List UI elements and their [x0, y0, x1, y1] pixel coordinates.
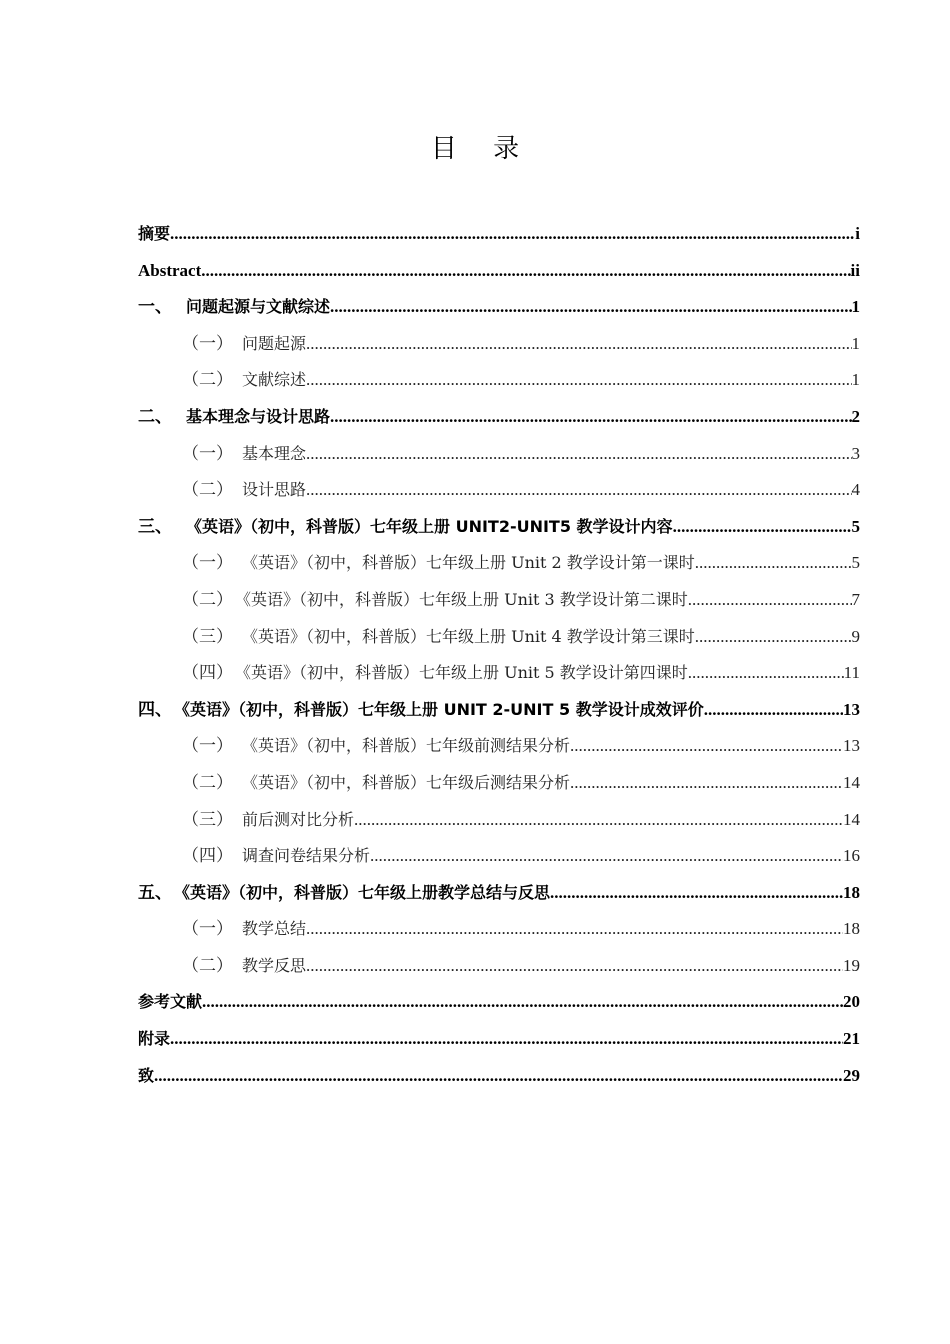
toc-leader-dots	[170, 1021, 843, 1058]
toc-entry-section-3-3[interactable]	[138, 619, 860, 656]
toc-leader-dots	[154, 1058, 843, 1095]
toc-entry-abstract-cn[interactable]	[138, 216, 860, 253]
toc-entry-section-4-4[interactable]	[138, 838, 860, 875]
toc-page-number: 3	[851, 443, 860, 463]
toc-page-number: 29	[843, 1065, 860, 1085]
toc-entry-text: 参考文献	[138, 992, 203, 1012]
toc-leader-dots	[330, 399, 851, 436]
toc-page-number: 11	[843, 663, 860, 683]
toc-leader-dots	[306, 948, 843, 985]
toc-entry-appendix[interactable]	[138, 1021, 860, 1058]
toc-leader-dots	[570, 765, 843, 802]
toc-entry-text: 摘要	[138, 224, 171, 243]
toc-entry-number: （三）	[182, 626, 233, 646]
toc-entry-section-4-1[interactable]	[138, 728, 860, 765]
page-title: 目 录	[430, 134, 534, 164]
toc-entry-number: （一）	[182, 333, 233, 353]
toc-entry-number: 五、	[138, 882, 172, 902]
toc-entry-chapter-5[interactable]	[138, 875, 860, 912]
toc-page-number: 21	[843, 1029, 860, 1049]
toc-entry-number: （二）	[182, 370, 233, 390]
toc-entry-text: 《英语》（初中，科普版）七年级上册 UNIT2-UNIT5 教学设计内容	[186, 516, 673, 536]
toc-page-number: ii	[850, 260, 860, 280]
toc-page-number: i	[855, 224, 860, 243]
toc-leader-dots	[570, 728, 843, 765]
toc-entry-chapter-1[interactable]	[138, 289, 860, 326]
toc-page-number: 19	[843, 955, 860, 975]
toc-entry-text: 《英语》（初中，科普版）七年级上册 Unit 2 教学设计第一课时	[242, 553, 695, 573]
toc-entry-text: 文献综述	[242, 370, 307, 390]
toc-entry-text: 《英语》（初中，科普版）七年级上册 Unit 3 教学设计第二课时	[235, 589, 688, 609]
toc-entry-section-2-1[interactable]	[138, 436, 860, 473]
toc-page-number: 13	[843, 699, 860, 719]
toc-entry-text: 附录	[138, 1029, 171, 1049]
toc-leader-dots	[202, 984, 843, 1021]
toc-page-number: 5	[851, 516, 860, 536]
toc-leader-dots	[688, 582, 852, 619]
toc-leader-dots	[306, 326, 851, 363]
toc-page-number: 14	[843, 809, 860, 829]
toc-page-number: 1	[851, 297, 860, 317]
toc-entry-text: 致	[138, 1065, 155, 1085]
toc-entry-number: （二）	[182, 589, 233, 609]
toc-entry-text: 调查问卷结果分析	[242, 846, 371, 866]
toc-entry-number: （一）	[182, 919, 233, 939]
toc-page-number: 13	[843, 736, 860, 756]
toc-leader-dots	[201, 253, 850, 290]
toc-entry-text: 基本理念	[242, 443, 307, 463]
toc-leader-dots	[704, 692, 843, 729]
toc-entry-text: 教学反思	[242, 955, 307, 975]
toc-entry-number: （一）	[182, 443, 233, 463]
toc-entry-section-5-2[interactable]	[138, 948, 860, 985]
toc-page-number: 18	[843, 882, 860, 902]
toc-leader-dots	[688, 655, 844, 692]
toc-entry-text: 《英语》（初中，科普版）七年级上册教学总结与反思	[174, 882, 551, 902]
toc-entry-number: 二、	[138, 406, 172, 426]
toc-entry-acknowledgements[interactable]	[138, 1058, 860, 1095]
toc-entry-number: （四）	[182, 663, 233, 683]
toc-entry-text: 设计思路	[242, 480, 307, 500]
toc-entry-section-2-2[interactable]	[138, 472, 860, 509]
toc-entry-abstract-en[interactable]	[138, 253, 860, 290]
toc-entry-chapter-3[interactable]	[138, 509, 860, 546]
toc-entry-number: （一）	[182, 553, 233, 573]
toc-entry-number: （二）	[182, 955, 233, 975]
toc-entry-text: 问题起源	[242, 333, 307, 353]
toc-leader-dots	[306, 472, 851, 509]
toc-entry-text: 《英语》（初中，科普版）七年级上册 UNIT 2-UNIT 5 教学设计成效评价	[174, 699, 704, 719]
toc-entry-section-1-1[interactable]	[138, 326, 860, 363]
toc-entry-text: 《英语》（初中，科普版）七年级上册 Unit 4 教学设计第三课时	[242, 626, 695, 646]
toc-entry-text: 《英语》（初中，科普版）七年级上册 Unit 5 教学设计第四课时	[235, 663, 688, 683]
toc-leader-dots	[306, 362, 851, 399]
toc-page-number: 20	[843, 992, 860, 1012]
toc-entry-number: 四、	[138, 699, 172, 719]
toc-page-number: 1	[851, 333, 860, 353]
toc-entry-section-4-2[interactable]	[138, 765, 860, 802]
toc-page-number: 2	[851, 406, 860, 426]
toc-page-number: 16	[843, 846, 860, 866]
toc-entry-section-3-1[interactable]	[138, 545, 860, 582]
toc-entry-number: 一、	[138, 297, 172, 317]
toc-leader-dots	[550, 875, 843, 912]
toc-entry-number: （一）	[182, 736, 233, 756]
toc-entry-text: 《英语》（初中，科普版）七年级后测结果分析	[242, 772, 571, 792]
toc-leader-dots	[170, 216, 855, 253]
toc-entry-section-3-2[interactable]	[138, 582, 860, 619]
toc-page-number: 4	[851, 480, 860, 500]
toc-page-number: 1	[851, 370, 860, 390]
toc-entry-number: （三）	[182, 809, 233, 829]
toc-leader-dots	[695, 545, 852, 582]
toc-entry-text: 前后测对比分析	[242, 809, 355, 829]
toc-leader-dots	[306, 436, 851, 473]
toc-leader-dots	[354, 802, 843, 839]
toc-entry-chapter-2[interactable]	[138, 399, 860, 436]
toc-entry-references[interactable]	[138, 984, 860, 1021]
toc-leader-dots	[695, 619, 852, 656]
toc-page-number: 5	[851, 553, 860, 573]
toc-entry-text: 《英语》（初中，科普版）七年级前测结果分析	[242, 736, 571, 756]
table-of-contents	[138, 216, 860, 1094]
toc-entry-section-1-2[interactable]	[138, 362, 860, 399]
toc-leader-dots	[370, 838, 843, 875]
toc-page-number: 14	[843, 772, 860, 792]
toc-entry-text: 基本理念与设计思路	[186, 406, 331, 426]
toc-entry-number: （二）	[182, 480, 233, 500]
toc-page-number: 9	[851, 626, 860, 646]
toc-entry-text: 问题起源与文献综述	[186, 297, 331, 317]
toc-entry-number: （二）	[182, 772, 233, 792]
toc-entry-section-4-3[interactable]	[138, 802, 860, 839]
toc-entry-chapter-4[interactable]	[138, 692, 860, 729]
toc-entry-number: 三、	[138, 516, 172, 536]
toc-entry-number: （四）	[182, 846, 233, 866]
toc-entry-section-5-1[interactable]	[138, 911, 860, 948]
toc-leader-dots	[673, 509, 852, 546]
toc-leader-dots	[306, 911, 843, 948]
toc-leader-dots	[330, 289, 851, 326]
toc-entry-text: 教学总结	[242, 919, 307, 939]
toc-entry-section-3-4[interactable]	[138, 655, 860, 692]
toc-page-number: 18	[843, 919, 860, 939]
toc-entry-text: Abstract	[138, 260, 202, 280]
toc-page-number: 7	[851, 589, 860, 609]
